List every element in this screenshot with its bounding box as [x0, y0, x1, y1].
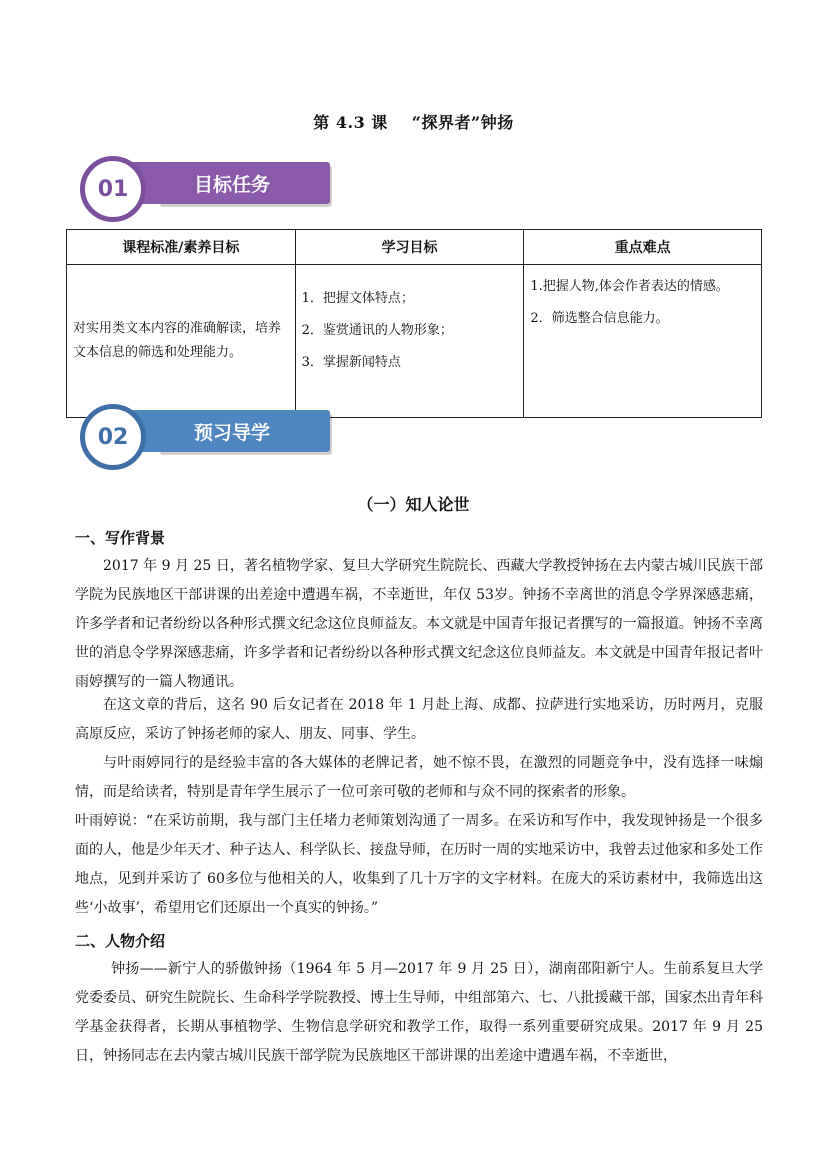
- table-header-cell: 重点难点: [524, 230, 762, 265]
- table-cell-standards: 对实用类文本内容的准确解读，培养文本信息的筛选和处理能力。: [67, 265, 296, 418]
- keypoint-item: 1.把握人物,体会作者表达的情感。: [530, 279, 729, 294]
- section-heading: （一）知人论世: [357, 495, 470, 514]
- subsection-title-background: 一、写作背景: [75, 529, 166, 547]
- objective-item: 3．掌握新闻特点: [301, 355, 401, 370]
- badge-number: 01: [80, 156, 146, 222]
- section-badge-preview: [80, 404, 340, 474]
- table-row: [67, 265, 762, 418]
- objective-item: 2．鉴赏通讯的人物形象；: [301, 323, 453, 338]
- lesson-number: 第 4.3 课: [313, 113, 388, 132]
- paragraph: 与叶雨婷同行的是经验丰富的各大媒体的老牌记者，她不惊不畏，在激烈的同题竞争中，没有选择一味煽情，而是给读者，特别是青年学生展示了一位可亲可敬的老师和与众不同的探索者的形象。: [75, 755, 763, 800]
- badge-number: 02: [80, 404, 146, 470]
- paragraph: 在这文章的背后，这名 90 后女记者在 2018 年 1 月赴上海、成都、拉萨进行实地采访，历时两月，克服高原反应，采访了钟扬老师的家人、朋友、同事、学生。: [75, 697, 763, 742]
- paragraph: 2017 年 9 月 25 日，著名植物学家、复旦大学研究生院院长、西藏大学教授钟扬在去内蒙古城川民族干部学院为民族地区干部讲课的出差途中遭遇车祸，不幸逝世，年仅 53岁。钟扬不幸离世的消息令学界深感悲痛，许多学者和记者纷纷以各种形式撰文纪念这位良师益友。本文就是中国青年报记者撰写的一篇报道。钟扬不幸离世的消息令学界深感悲痛，许多学者和记者纷纷以各种形式撰文纪念这位良师益友。本文就是中国青年报记者叶雨婷撰写的一篇人物通讯。: [75, 558, 763, 690]
- keypoint-item: 2．筛选整合信息能力。: [530, 311, 669, 326]
- table-header-cell: 课程标准/素养目标: [67, 230, 296, 265]
- subsection-title-profile: 二、人物介绍: [75, 932, 166, 950]
- section-badge-goals: [80, 156, 340, 226]
- table-cell-objectives: [295, 265, 524, 418]
- objective-item: 1．把握文体特点；: [301, 291, 414, 306]
- badge-bar: [158, 410, 330, 452]
- badge-label: 目标任务: [194, 173, 271, 196]
- goals-table: [66, 229, 762, 418]
- paragraph: 钟扬——新宁人的骄傲钟扬（1964 年 5 月—2017 年 9 月 25 日），湖南邵阳新宁人。生前系复旦大学党委委员、研究生院院长、生命科学学院教授、博士生导师，中组部第六、七、八批援藏干部，国家杰出青年科学基金获得者，长期从事植物学、生物信息学研究和教学工作，取得一系列重要研究成果。2017 年 9 月 25 日，钟扬同志在去内蒙古城川民族干部学院为民族地区干部讲课的出差途中遭遇车祸，不幸逝世，: [75, 961, 763, 1064]
- lesson-name: “探界者”钟扬: [411, 113, 514, 132]
- page-title: [0, 110, 827, 133]
- badge-bar: [158, 162, 330, 204]
- table-header-row: [67, 230, 762, 265]
- badge-label: 预习导学: [194, 421, 271, 444]
- paragraph-quote: 叶雨婷说：“在采访前期，我与部门主任堵力老师策划沟通了一周多。在采访和写作中，我发现钟扬是一个很多面的人，他是少年天才、种子达人、科学队长、接盘导师，在历时一周的实地采访中，我曾去过他家和多处工作地点，见到并采访了 60多位与他相关的人，收集到了几十万字的文字材料。在庞大的采访素材中，我筛选出这些‘小故事’，希望用它们还原出一个真实的钟扬。”: [75, 813, 763, 916]
- table-header-cell: 学习目标: [295, 230, 524, 265]
- table-cell-keypoints: [524, 265, 762, 418]
